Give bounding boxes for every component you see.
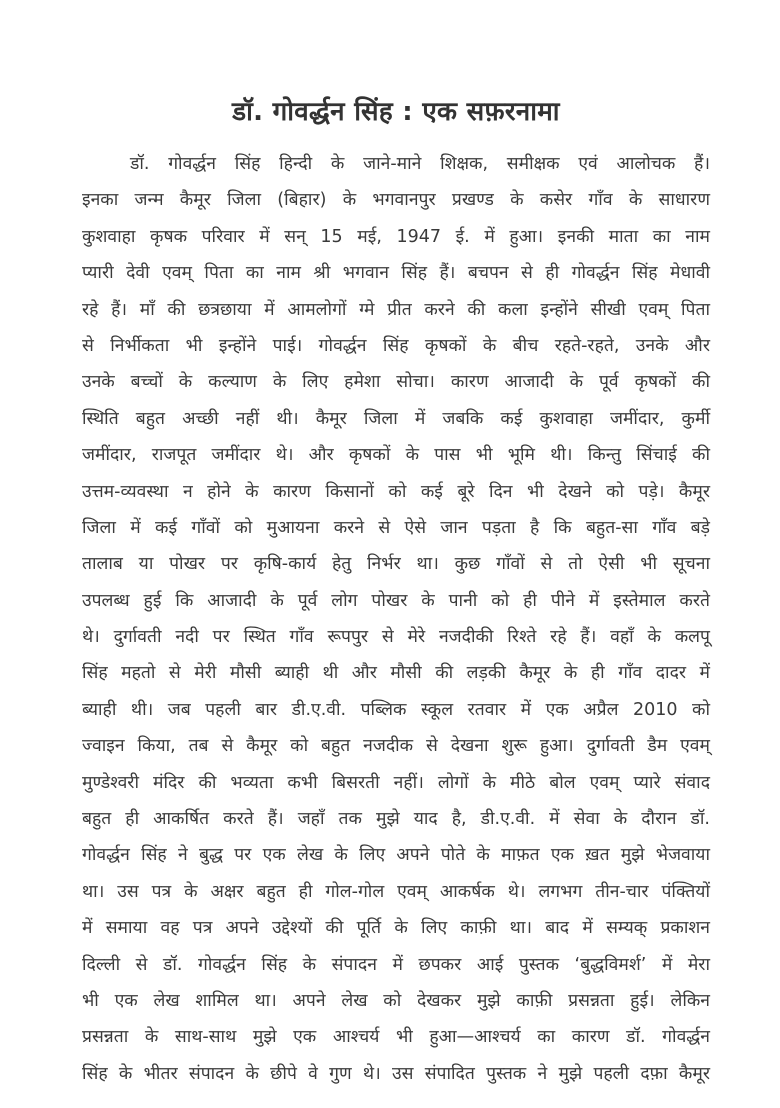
paragraph-line: रहे हैं। माँ की छत्रछाया में आमलोगों ग्मे प्रीत करने की कला इन्होंने सीखी एवम् पिता: [82, 299, 710, 320]
paragraph-line: स्थिति बहुत अच्छी नहीं थी। कैमूर जिला में जबकि कई कुशवाहा जमींदार, कुर्मी: [82, 408, 710, 429]
paragraph-line: प्यारी देवी एवम् पिता का नाम श्री भगवान सिंह हैं। बचपन से ही गोवर्द्धन सिंह मेधावी: [82, 263, 710, 284]
paragraph-line: दिल्ली से डॉ. गोवर्द्धन सिंह के संपादन में छपकर आई पुस्तक ‘बुद्धविमर्श’ में मेरा: [82, 954, 710, 975]
paragraph-line: था। उस पत्र के अक्षर बहुत ही गोल-गोल एवम् आकर्षक थे। लगभग तीन-चार पंक्तियों: [82, 881, 710, 902]
paragraph-line: बहुत ही आकर्षित करते हैं। जहाँ तक मुझे याद है, डी.ए.वी. में सेवा के दौरान डॉ.: [82, 809, 710, 830]
body-paragraph: [82, 146, 710, 1092]
paragraph-line: उत्तम-व्यवस्था न होने के कारण किसानों को कई बूरे दिन भी देखने को पड़े। कैमूर: [82, 481, 710, 502]
paragraph-line: डॉ. गोवर्द्धन सिंह हिन्दी के जाने-माने शिक्षक, समीक्षक एवं आलोचक हैं।: [130, 154, 710, 174]
paragraph-line: तालाब या पोखर पर कृषि-कार्य हेतु निर्भर था। कुछ गाँवों से तो ऐसी भी सूचना: [82, 554, 710, 575]
paragraph-line: कुशवाहा कृषक परिवार में सन् 15 मई, 1947 ई. में हुआ। इनकी माता का नाम: [82, 226, 710, 247]
paragraph-line: गोवर्द्धन सिंह ने बुद्ध पर एक लेख के लिए अपने पोते के माफ़त एक ख़त मुझे भेजवाया: [82, 845, 710, 866]
paragraph-line: जिला में कई गाँवों को मुआयना करने से ऐसे जान पड़ता है कि बहुत-सा गाँव बड़े: [82, 517, 710, 538]
paragraph-line: ब्याही थी। जब पहली बार डी.ए.वी. पब्लिक स्कूल रतवार में एक अप्रैल 2010 को: [82, 699, 710, 720]
paragraph-line: भी एक लेख शामिल था। अपने लेख को देखकर मुझे काफ़ी प्रसन्नता हुई। लेकिन: [82, 990, 710, 1011]
paragraph-line: इनका जन्म कैमूर जिला (बिहार) के भगवानपुर प्रखण्ड के कसेर गाँव के साधारण: [82, 190, 710, 211]
paragraph-line: ज्वाइन किया, तब से कैमूर को बहुत नजदीक से देखना शुरू हुआ। दुर्गावती डैम एवम्: [82, 736, 710, 757]
paragraph-line: थे। दुर्गावती नदी पर स्थित गाँव रूपपुर से मेरे नजदीकी रिश्ते रहे हैं। वहाँ के कलपू: [82, 627, 710, 648]
paragraph-line: से निर्भीकता भी इन्होंने पाई। गोवर्द्धन सिंह कृषकों के बीच रहते-रहते, उनके और: [82, 335, 710, 356]
paragraph-line: मुण्डेश्वरी मंदिर की भव्यता कभी बिसरती नहीं। लोगों के मीठे बोल एवम् प्यारे संवाद: [82, 772, 710, 793]
paragraph-line: उपलब्ध हुई कि आजादी के पूर्व लोग पोखर के पानी को ही पीने में इस्तेमाल करते: [82, 590, 710, 611]
document-title: डॉ. गोवर्द्धन सिंह : एक सफ़रनामा: [232, 97, 560, 127]
paragraph-line: में समाया वह पत्र अपने उद्देश्यों की पूर्ति के लिए काफ़ी था। बाद में सम्यक् प्रकाशन: [82, 918, 710, 939]
paragraph-line: उनके बच्चों के कल्याण के लिए हमेशा सोचा। कारण आजादी के पूर्व कृषकों की: [82, 372, 710, 393]
paragraph-line: सिंह के भीतर संपादन के छीपे वे गुण थे। उस संपादित पुस्तक ने मुझे पहली दफ़ा कैमूर: [82, 1063, 710, 1084]
paragraph-line: प्रसन्नता के साथ-साथ मुझे एक आश्चर्य भी हुआ—आश्चर्य का कारण डॉ. गोवर्द्धन: [82, 1027, 710, 1048]
paragraph-line: जमींदार, राजपूत जमींदार थे। और कृषकों के पास भी भूमि थी। किन्तु सिंचाई की: [82, 445, 710, 466]
document-page: [82, 92, 710, 1092]
paragraph-line: सिंह महतो से मेरी मौसी ब्याही थी और मौसी की लड़की कैमूर के ही गाँव दादर में: [82, 663, 710, 684]
